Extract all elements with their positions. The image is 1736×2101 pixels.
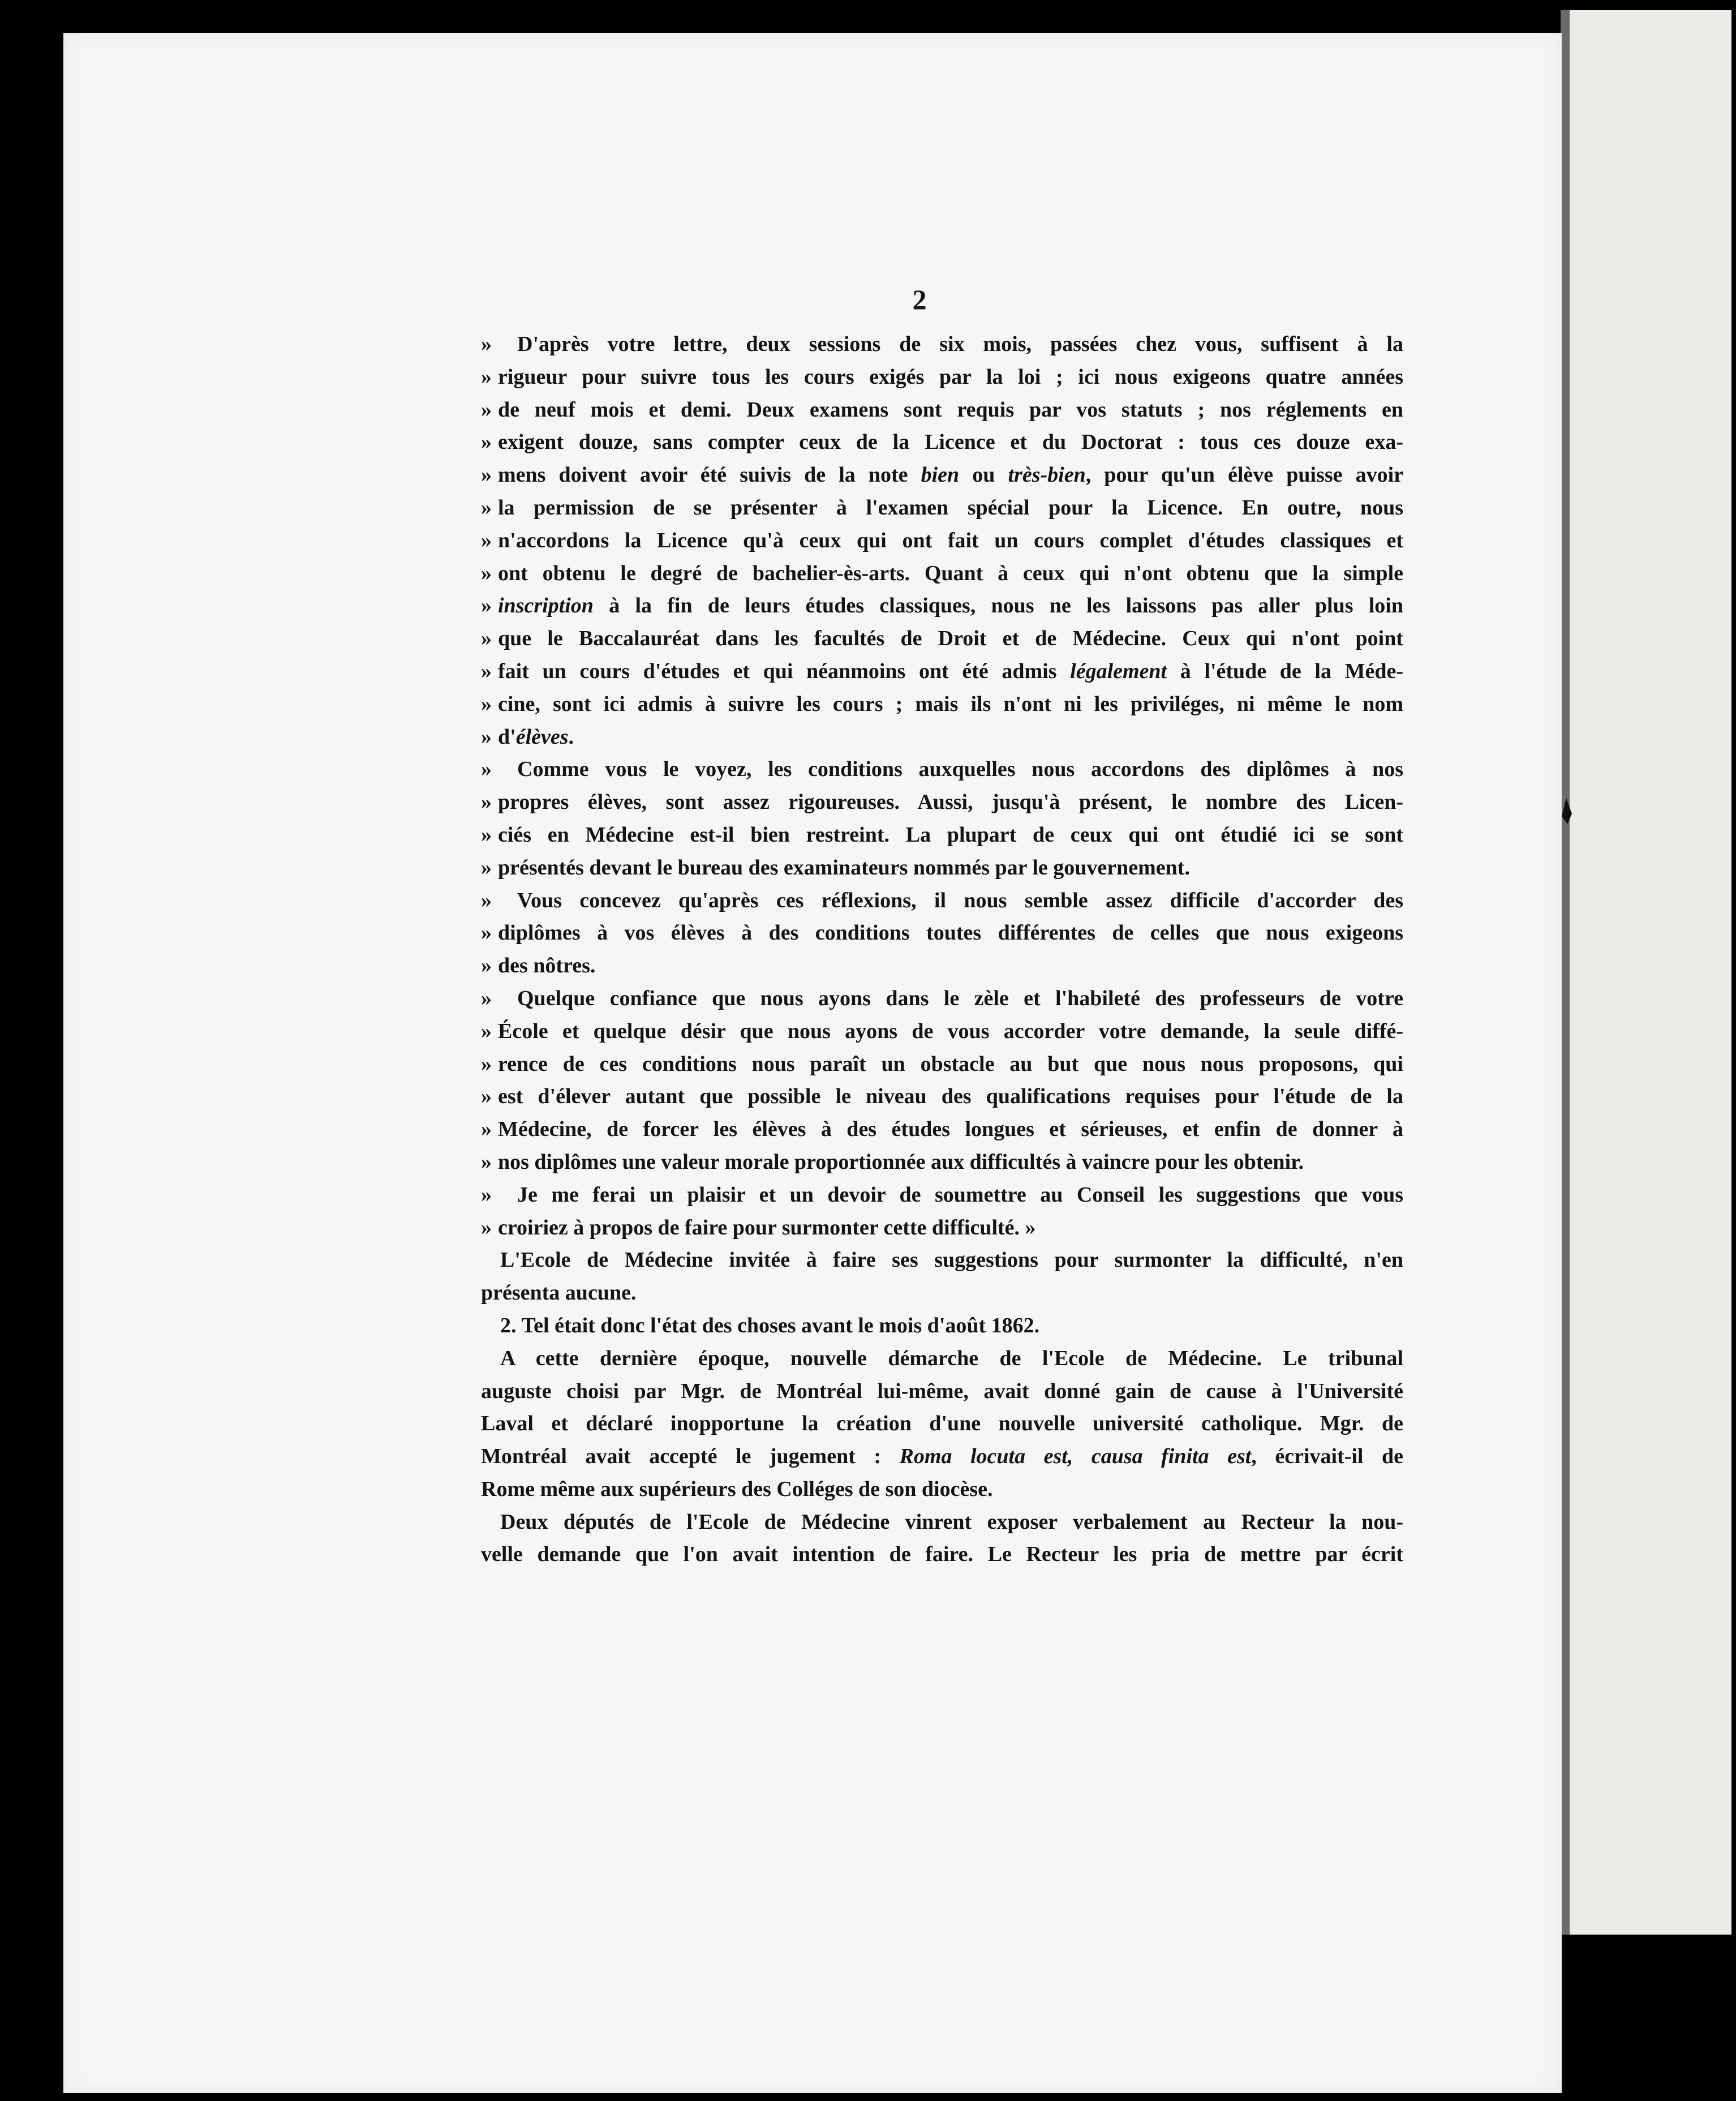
quote-mark: » <box>481 757 492 782</box>
text-run: rence de ces conditions nous paraît un obstacle au but que nous nous proposons, qui <box>498 1052 1403 1076</box>
text-line <box>481 852 1403 885</box>
text-run: n'accordons la Licence qu'à ceux qui ont fait un cours complet d'études classiques et <box>498 528 1403 552</box>
text-run: cine, sont ici admis à suivre les cours ; mais ils n'ont ni les priviléges, ni même le nom <box>498 692 1403 716</box>
text-run: de neuf mois et demi. Deux examens sont requis par vos statuts ; nos réglements en <box>498 397 1403 422</box>
text-run: A cette dernière époque, nouvelle démarche de l'Ecole de Médecine. Le tribunal <box>500 1346 1403 1370</box>
text-line <box>481 1310 1403 1343</box>
italic-text: légalement <box>1070 659 1167 683</box>
text-line <box>481 753 1403 786</box>
text-run: à l'étude de la Méde- <box>1167 659 1403 683</box>
text-run: la permission de se présenter à l'examen spécial pour la Licence. En outre, nous <box>498 495 1403 520</box>
quote-mark: » <box>481 594 492 618</box>
body-text <box>481 328 1403 1571</box>
text-run: velle demande que l'on avait intention de faire. Le Recteur les pria de mettre par écrit <box>481 1542 1403 1567</box>
text-line <box>481 655 1403 688</box>
quote-mark: » <box>481 1117 492 1142</box>
text-run: à la fin de leurs études classiques, nous ne les laissons pas aller plus loin <box>593 594 1403 618</box>
text-run: ont obtenu le degré de bachelier-ès-arts. Quant à ceux qui n'ont obtenu que la simple <box>498 561 1403 585</box>
text-run: Deux députés de l'Ecole de Médecine vinrent exposer verbalement au Recteur la nou- <box>500 1510 1403 1534</box>
text-run: Laval et déclaré inopportune la création d'une nouvelle université catholique. Mgr. de <box>481 1412 1403 1436</box>
text-line <box>481 1048 1403 1081</box>
text-run: que le Baccalauréat dans les facultés de Droit et de Médecine. Ceux qui n'ont point <box>498 627 1403 651</box>
text-line <box>481 558 1403 590</box>
text-line <box>481 1113 1403 1146</box>
quote-mark: » <box>481 921 492 945</box>
quote-mark: » <box>481 1150 492 1174</box>
text-run: Vous concevez qu'après ces réflexions, il nous semble assez difficile d'accorder des <box>517 888 1403 912</box>
text-run: diplômes à vos élèves à des conditions toutes différentes de celles que nous exigeons <box>498 921 1403 945</box>
text-run: . <box>568 724 574 749</box>
quote-mark: » <box>481 1019 492 1043</box>
quote-mark: » <box>481 495 492 520</box>
text-run: croiriez à propos de faire pour surmonter cette difficulté. » <box>498 1215 1036 1240</box>
italic-text: Roma locuta est, causa finita est <box>899 1444 1252 1469</box>
text-line <box>481 950 1403 983</box>
quote-mark: » <box>481 855 492 880</box>
text-run: Rome même aux supérieurs des Colléges de son diocèse. <box>481 1477 993 1501</box>
text-line <box>481 1080 1403 1113</box>
quote-mark: » <box>481 1084 492 1109</box>
text-line <box>481 983 1403 1015</box>
quote-mark: » <box>481 692 492 716</box>
text-run: , écrivait-il de <box>1251 1444 1403 1469</box>
quote-mark: » <box>481 888 492 912</box>
text-run: propres élèves, sont assez rigoureuses. Aussi, jusqu'à présent, le nombre des Licen- <box>498 790 1403 814</box>
quote-mark: » <box>481 724 492 749</box>
text-run: nos diplômes une valeur morale proportionnée aux difficultés à vaincre pour les obtenir. <box>498 1150 1304 1174</box>
text-line <box>481 1538 1403 1571</box>
text-line <box>481 1473 1403 1506</box>
quote-mark: » <box>481 1215 492 1240</box>
text-line <box>481 786 1403 819</box>
text-run: est d'élever autant que possible le niveau des qualifications requises pour l'étude de la <box>498 1084 1403 1109</box>
text-line <box>481 525 1403 558</box>
quote-mark: » <box>481 986 492 1010</box>
quote-mark: » <box>481 528 492 552</box>
text-line <box>481 361 1403 394</box>
italic-text: bien <box>921 463 960 487</box>
text-run: exigent douze, sans compter ceux de la Licence et du Doctorat : tous ces douze exa- <box>498 430 1403 454</box>
text-line <box>481 1440 1403 1473</box>
quote-mark: » <box>481 430 492 454</box>
text-run: ciés en Médecine est-il bien restreint. La plupart de ceux qui ont étudié ici se sont <box>498 822 1403 847</box>
text-run: présenta aucune. <box>481 1281 637 1305</box>
text-line <box>481 328 1403 361</box>
text-run: L'Ecole de Médecine invitée à faire ses suggestions pour surmonter la difficulté, n'en <box>500 1248 1403 1272</box>
italic-text: élèves <box>515 724 569 749</box>
text-run: présentés devant le bureau des examinateurs nommés par le gouvernement. <box>498 855 1190 880</box>
page-fold-shadow <box>1561 10 1570 1935</box>
quote-mark: » <box>481 1052 492 1076</box>
text-run: d' <box>498 724 516 749</box>
text-line <box>481 917 1403 950</box>
text-line <box>481 1506 1403 1539</box>
text-line <box>481 492 1403 525</box>
quote-mark: » <box>481 397 492 422</box>
text-line <box>481 426 1403 459</box>
text-line <box>481 819 1403 852</box>
text-line <box>481 1146 1403 1179</box>
text-line <box>481 394 1403 427</box>
text-line <box>481 1015 1403 1048</box>
text-run: rigueur pour suivre tous les cours exigés par la loi ; ici nous exigeons quatre années <box>498 365 1403 389</box>
italic-text: très-bien <box>1008 463 1086 487</box>
text-line <box>481 1244 1403 1277</box>
text-run: mens doivent avoir été suivis de la note <box>498 463 921 487</box>
text-run: École et quelque désir que nous ayons de vous accorder votre demande, la seule diffé- <box>498 1019 1403 1043</box>
quote-mark: » <box>481 561 492 585</box>
quote-mark: » <box>481 365 492 389</box>
adjacent-page-edge <box>1567 10 1731 1935</box>
quote-mark: » <box>481 822 492 847</box>
text-run: Comme vous le voyez, les conditions auxquelles nous accordons des diplômes à nos <box>517 757 1403 782</box>
quote-mark: » <box>481 1182 492 1207</box>
text-run: auguste choisi par Mgr. de Montréal lui-même, avait donné gain de cause à l'Université <box>481 1379 1403 1403</box>
text-run: ou <box>959 463 1008 487</box>
text-line <box>481 623 1403 655</box>
text-line <box>481 688 1403 721</box>
text-line <box>481 1343 1403 1375</box>
text-run: , pour qu'un élève puisse avoir <box>1085 463 1404 487</box>
text-run: des nôtres. <box>498 954 596 978</box>
text-run: Montréal avait accepté le jugement : <box>481 1444 900 1469</box>
quote-mark: » <box>481 332 492 356</box>
text-line <box>481 459 1403 492</box>
quote-mark: » <box>481 659 492 683</box>
quote-mark: » <box>481 954 492 978</box>
text-line <box>481 590 1403 623</box>
text-run: Quelque confiance que nous ayons dans le zèle et l'habileté des professeurs de votre <box>517 986 1403 1010</box>
text-line <box>481 1179 1403 1212</box>
text-run: 2. Tel était donc l'état des choses avant le mois d'août 1862. <box>500 1313 1040 1337</box>
quote-mark: » <box>481 790 492 814</box>
text-line <box>481 721 1403 754</box>
text-run: Je me ferai un plaisir et un devoir de soumettre au Conseil les suggestions que vous <box>517 1182 1403 1207</box>
quote-mark: » <box>481 627 492 651</box>
page-number: 2 <box>912 284 927 315</box>
text-line <box>481 1375 1403 1408</box>
text-run: D'après votre lettre, deux sessions de six mois, passées chez vous, suffisent à la <box>517 332 1403 356</box>
text-run: Médecine, de forcer les élèves à des études longues et sérieuses, et enfin de donner à <box>498 1117 1403 1142</box>
text-line <box>481 885 1403 917</box>
text-run: fait un cours d'études et qui néanmoins ont été admis <box>498 659 1071 683</box>
text-line <box>481 1277 1403 1310</box>
italic-text: inscription <box>498 594 594 618</box>
text-line <box>481 1408 1403 1440</box>
quote-mark: » <box>481 463 492 487</box>
text-line <box>481 1212 1403 1245</box>
